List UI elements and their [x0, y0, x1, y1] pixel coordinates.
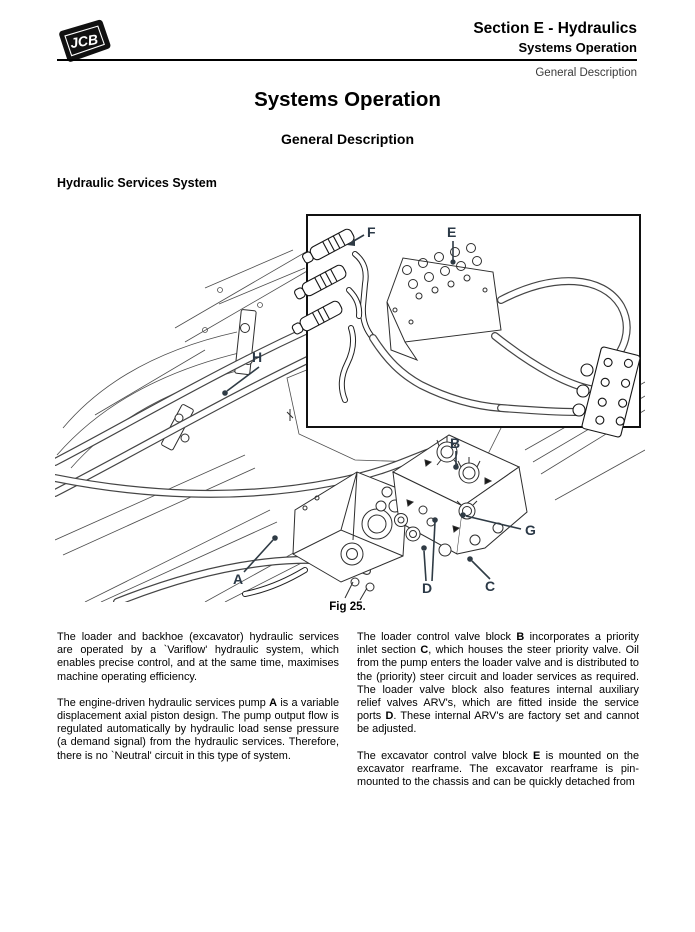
breadcrumb: General Description	[535, 67, 637, 79]
jcb-logo	[55, 18, 113, 64]
jcb-logo-text: JCB	[68, 30, 100, 52]
page-header	[473, 19, 637, 57]
header-subsection-title: Systems Operation	[518, 40, 637, 56]
page-subtitle: General Description	[280, 131, 415, 147]
section-heading: Hydraulic Services System	[57, 176, 217, 190]
figure-label-f: F	[367, 224, 376, 240]
body-paragraph: The engine-driven hydraulic services pump A is a variable displacement axial piston design. The pump output flow is regulated automatically by hydraulic load sense pressure (a demand signal) from the hydraulic services. Therefore, there is no `Neutral' circuit in this type of system.	[57, 696, 340, 762]
figure-label-h: H	[252, 349, 263, 365]
inset-detail-view	[290, 215, 640, 438]
hydraulic-diagram	[55, 210, 645, 602]
figure-25	[55, 210, 645, 602]
body-column-left	[57, 631, 339, 776]
figure-label-d: D	[422, 580, 433, 596]
body-paragraph: The loader control valve block B incorporates a priority inlet section C, which houses the steer priority valve. Oil from the pump enters the loader valve and is distributed to the (priority) steer circuit and loader services as required. The loader valve block also features internal auxiliary relief valves ARV's, which are fitted inside the service ports D. These internal ARV's are factory set and cannot be adjusted.	[357, 631, 639, 736]
body-paragraph: The excavator control valve block E is mounted on the excavator rearframe. The excavator rearframe is pin-mounted to the chassis and can be quickly detached from	[357, 749, 639, 789]
header-section-title: Section E - Hydraulics	[473, 20, 637, 37]
figure-label-e: E	[447, 224, 457, 240]
figure-label-a: A	[233, 571, 244, 587]
page-title: Systems Operation	[254, 88, 441, 111]
jcb-logo-graphic	[55, 18, 113, 64]
body-paragraph: The loader and backhoe (excavator) hydraulic services are operated by a `Variflow' hydraulic system, which enables precise control, and at the same time, maximises machine operating efficiency.	[57, 631, 339, 683]
figure-label-g: G	[525, 522, 536, 538]
body-column-right	[357, 631, 639, 802]
figure-label-c: C	[485, 578, 496, 594]
figure-caption: Fig 25.	[329, 601, 366, 613]
header-rule	[57, 59, 637, 61]
figure-label-b: B	[450, 435, 461, 451]
